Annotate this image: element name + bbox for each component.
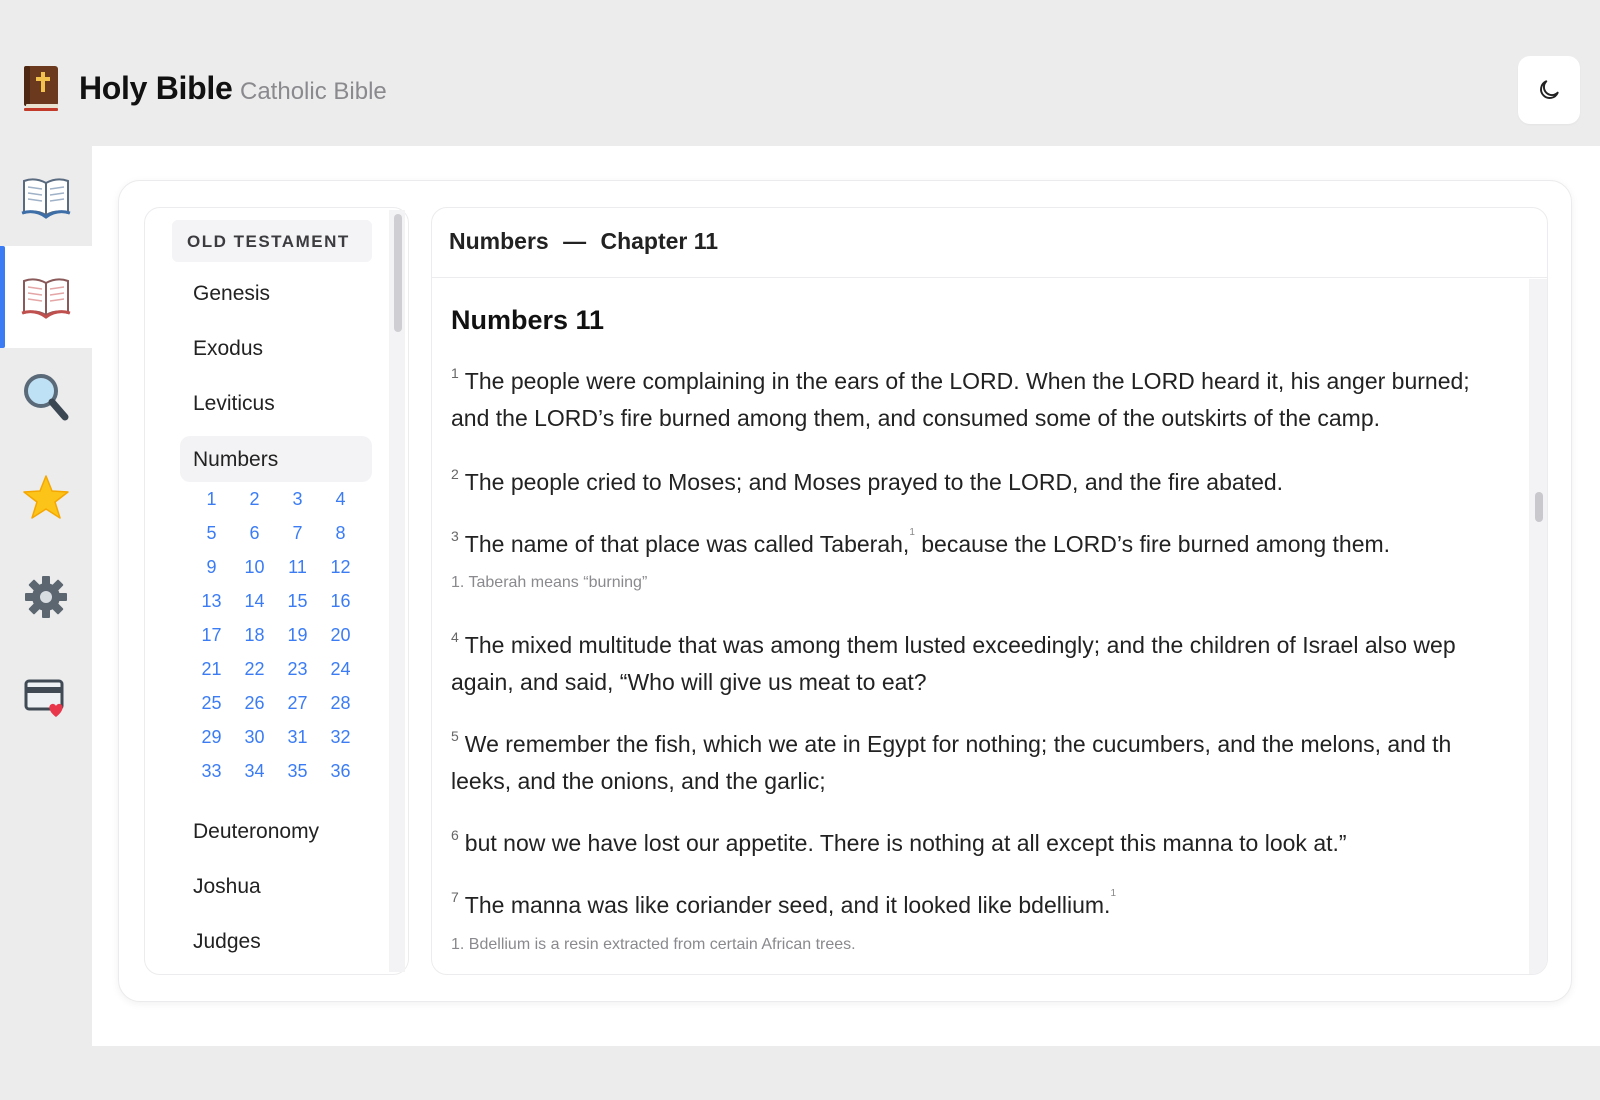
- theme-toggle-button[interactable]: [1518, 56, 1580, 124]
- chapter-link[interactable]: 31: [287, 727, 308, 747]
- rail-item-settings[interactable]: [0, 546, 92, 648]
- star-icon: [22, 474, 70, 520]
- chapter-link[interactable]: 4: [335, 489, 346, 509]
- chapter-link[interactable]: 36: [330, 761, 351, 781]
- chapter-grid: [190, 484, 366, 790]
- verse-3: [451, 526, 1521, 563]
- chapter-link[interactable]: 34: [244, 761, 265, 781]
- reader-panel: [431, 207, 1548, 975]
- chapter-link[interactable]: 25: [201, 693, 222, 713]
- chapter-link[interactable]: 29: [201, 727, 222, 747]
- verse-number: 3: [451, 528, 459, 544]
- verse-number: 5: [451, 728, 459, 744]
- book-item-judges[interactable]: Judges: [193, 930, 261, 953]
- moon-icon: [1536, 77, 1562, 103]
- verse-number: 6: [451, 827, 459, 843]
- verse-text: again, and said, “Who will give us meat to eat?: [451, 669, 927, 695]
- chapter-link[interactable]: 20: [330, 625, 351, 645]
- chapter-link[interactable]: 33: [201, 761, 222, 781]
- verse-text: The name of that place was called Taberah,: [464, 531, 910, 557]
- chapter-link[interactable]: 28: [330, 693, 351, 713]
- verse-text: The people were complaining in the ears of the LORD. When the LORD heard it, his anger burned;: [464, 368, 1470, 394]
- reader-scroll-thumb[interactable]: [1535, 492, 1543, 522]
- reader-header: [432, 208, 1548, 278]
- reader-header-chapter: Chapter 11: [600, 228, 719, 254]
- chapter-link[interactable]: 5: [206, 523, 217, 543]
- app-subtitle: Catholic Bible: [240, 78, 387, 105]
- chapter-link[interactable]: 13: [201, 591, 222, 611]
- rail-item-donate[interactable]: [0, 646, 92, 748]
- verse-number: 4: [451, 629, 459, 645]
- chapter-link[interactable]: 1: [206, 489, 217, 509]
- chapter-link[interactable]: 3: [292, 489, 303, 509]
- verse-number: 1: [451, 365, 459, 381]
- book-item-genesis[interactable]: Genesis: [193, 282, 271, 305]
- verse-number: 7: [451, 889, 459, 905]
- chapter-link[interactable]: 30: [244, 727, 265, 747]
- chapter-link[interactable]: 35: [287, 761, 308, 781]
- chapter-link[interactable]: 14: [244, 591, 265, 611]
- chapter-link[interactable]: 10: [244, 557, 265, 577]
- chapter-link[interactable]: 2: [249, 489, 260, 509]
- verse-text: and the LORD’s fire burned among them, and consumed some of the outskirts of the camp.: [451, 405, 1381, 431]
- rail-item-search[interactable]: [0, 346, 92, 448]
- verse-4: [451, 627, 1521, 701]
- footnote: 1. Taberah means “burning”: [451, 574, 648, 591]
- reader-scrollbar[interactable]: [1529, 279, 1548, 975]
- verse-number: 2: [451, 466, 459, 482]
- bible-book-icon: [22, 64, 60, 112]
- app-header: [0, 0, 1600, 146]
- verse-text: but now we have lost our appetite. There is nothing at all except this manna to look at.”: [464, 830, 1347, 856]
- chapter-link[interactable]: 15: [287, 591, 308, 611]
- verse-1: [451, 363, 1521, 437]
- chapter-link[interactable]: 17: [201, 625, 222, 645]
- verse-text: The manna was like coriander seed, and it looked like bdellium.: [464, 892, 1111, 918]
- footnote-marker[interactable]: 1: [1110, 888, 1116, 899]
- chapter-link[interactable]: 26: [244, 693, 265, 713]
- chapter-link[interactable]: 9: [206, 557, 217, 577]
- verse-7: [451, 887, 1521, 924]
- book-item-deuteronomy[interactable]: Deuteronomy: [193, 820, 320, 843]
- verse-text: The mixed multitude that was among them lusted exceedingly; and the children of Israel also wep: [464, 632, 1456, 658]
- reader-header-book: Numbers: [449, 228, 549, 254]
- chapter-link[interactable]: 27: [287, 693, 308, 713]
- verse-text: We remember the fish, which we ate in Egypt for nothing; the cucumbers, and the melons, and th: [464, 731, 1452, 757]
- book-item-joshua[interactable]: Joshua: [193, 875, 261, 898]
- footnote-marker[interactable]: 1: [909, 527, 915, 538]
- chapter-link[interactable]: 11: [288, 557, 307, 577]
- verse-5: [451, 726, 1521, 800]
- books-scroll-thumb[interactable]: [394, 214, 402, 332]
- chapter-link[interactable]: 19: [287, 625, 308, 645]
- magnifier-icon: [21, 371, 71, 423]
- chapter-link[interactable]: 21: [201, 659, 222, 679]
- chapter-link[interactable]: 22: [244, 659, 265, 679]
- nav-rail: [0, 146, 92, 1046]
- chapter-link[interactable]: 7: [292, 523, 303, 543]
- book-item-numbers[interactable]: Numbers: [180, 436, 372, 482]
- rail-item-read[interactable]: [0, 246, 92, 348]
- chapter-link[interactable]: 6: [249, 523, 260, 543]
- verse-2: [451, 464, 1521, 501]
- open-book-icon: [20, 175, 72, 219]
- chapter-link[interactable]: 12: [330, 557, 351, 577]
- book-item-leviticus[interactable]: Leviticus: [193, 392, 275, 415]
- verse-text: The people cried to Moses; and Moses prayed to the LORD, and the fire abated.: [464, 469, 1284, 495]
- chapter-link[interactable]: 8: [335, 523, 346, 543]
- reader-header-separator: —: [563, 228, 587, 254]
- rail-item-library[interactable]: [0, 146, 92, 248]
- chapter-link[interactable]: 16: [330, 591, 351, 611]
- chapter-link[interactable]: 24: [330, 659, 351, 679]
- chapter-link[interactable]: 23: [287, 659, 308, 679]
- open-book-icon: [20, 275, 72, 319]
- card-heart-icon: [22, 675, 70, 719]
- gear-icon: [23, 574, 69, 620]
- verse-text: leeks, and the onions, and the garlic;: [451, 768, 826, 794]
- verse-text: because the LORD’s fire burned among them.: [921, 531, 1391, 557]
- section-label-old-testament: OLD TESTAMENT: [172, 220, 372, 262]
- footnote: 1. Bdellium is a resin extracted from certain African trees.: [451, 936, 856, 953]
- app-title: Holy Bible: [79, 70, 233, 106]
- rail-item-favorites[interactable]: [0, 446, 92, 548]
- verse-6: [451, 825, 1521, 862]
- book-item-exodus[interactable]: Exodus: [193, 337, 264, 360]
- chapter-link[interactable]: 32: [330, 727, 351, 747]
- chapter-heading: Numbers 11: [451, 305, 605, 335]
- chapter-link[interactable]: 18: [244, 625, 265, 645]
